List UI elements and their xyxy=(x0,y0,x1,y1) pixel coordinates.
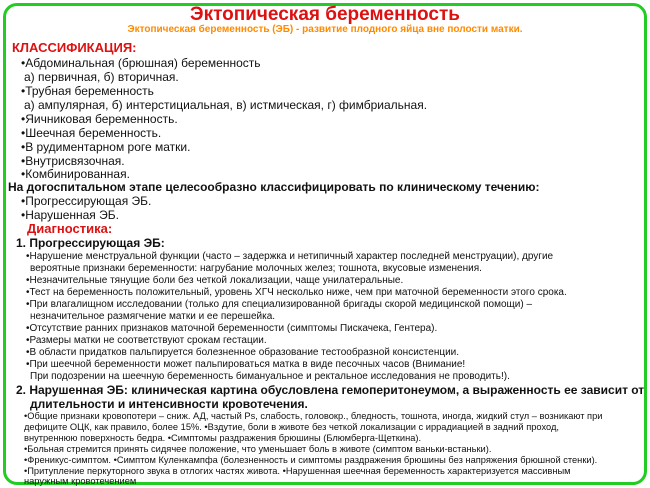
progressive-line: При подозрении на шеечную беременность бимануальное и ректальное исследования не проводить!). xyxy=(30,371,510,382)
classification-line: •Яичниковая беременность. xyxy=(21,112,178,126)
progressive-line: вероятные признаки беременности: нагрубание молочных желез; тошнота, вкусовые изменения. xyxy=(30,263,482,274)
diagnostics-heading: Диагностика: xyxy=(27,221,113,236)
classification-line: •Абдоминальная (брюшная) беременность xyxy=(21,56,261,70)
prehospital-line: •Нарушенная ЭБ. xyxy=(21,208,119,222)
progressive-line: •В области придатков пальпируется болезненное образование тестообразной консистенции. xyxy=(26,347,460,358)
progressive-line: •Размеры матки не соответствуют срокам гестации. xyxy=(26,335,267,346)
disturbed-line: внутреннюю поверхность бедра. •Симптомы раздражения брюшины (Блюмберга-Щеткина). xyxy=(24,433,422,443)
disturbed-line: дефиците ОЦК, как правило, более 15%. •Вздутие, боли в животе без четкой локализации с иррадиацией в задний проход, xyxy=(24,422,560,432)
prehospital-line: •Прогрессирующая ЭБ. xyxy=(21,194,152,208)
classification-line: •Внутрисвязочная. xyxy=(21,154,125,168)
progressive-line: •Незначительные тянущие боли без четкой локализации, чаще унилатеральные. xyxy=(26,275,404,286)
classification-line: •Шеечная беременность. xyxy=(21,126,162,140)
progressive-line: •При шеечной беременности может пальпироваться матка в виде песочных часов (Внимание! xyxy=(26,359,466,370)
progressive-line: •При влагалищном исследовании (только для специализированной бригады скорой медицинской помощи) – xyxy=(26,299,533,310)
progressive-line: •Отсутствие ранних признаков маточной беременности (симптомы Пискачека, Гентера). xyxy=(26,323,438,334)
prehospital-heading: На догоспитальном этапе целесообразно классифицировать по клиническому течению: xyxy=(8,180,540,194)
disturbed-heading: 2. Нарушенная ЭБ: клиническая картина обусловлена гемоперитонеумом, а выраженность ее зависит от xyxy=(16,383,645,397)
classification-line: а) ампулярная, б) интерстициальная, в) истмическая, г) фимбриальная. xyxy=(24,98,428,112)
disturbed-line: •Больная стремится принять сидячее положение, что уменьшает боль в животе (симптом ваньки-встаньки). xyxy=(24,444,492,454)
disturbed-line: •Притупление перкуторного звука в отлогих частях живота. •Нарушенная шеечная беременность характеризуется массивным xyxy=(24,466,571,476)
disturbed-line: наружным кровотечением xyxy=(24,476,137,486)
progressive-heading: 1. Прогрессирующая ЭБ: xyxy=(16,236,165,250)
classification-heading: КЛАССИФИКАЦИЯ: xyxy=(12,40,137,55)
classification-line: •В рудиментарном роге матки. xyxy=(21,140,191,154)
progressive-line: незначительное размягчение матки и ее перешейка. xyxy=(30,311,276,322)
progressive-line: •Нарушение менструальной функции (часто – задержка и нетипичный характер последней менструации), другие xyxy=(26,251,554,262)
progressive-line: •Тест на беременность положительный, уровень ХГЧ несколько ниже, чем при маточной беременности этого срока. xyxy=(26,287,567,298)
page-subtitle: Эктопическая беременность (ЭБ) - развитие плодного яйца вне полости матки. xyxy=(127,24,523,35)
classification-line: •Трубная беременность xyxy=(21,84,154,98)
disturbed-line: •Общие признаки кровопотери – сниж. АД, частый Ps, слабость, головокр., бледность, тошнота, иногда, жидкий стул – возникают при xyxy=(24,411,603,421)
classification-line: •Комбинированная. xyxy=(21,167,130,181)
disturbed-heading-continued: длительности и интенсивности кровотечения. xyxy=(30,397,308,411)
classification-line: а) первичная, б) вторичная. xyxy=(24,70,179,84)
page-title: Эктопическая беременность xyxy=(190,4,460,25)
disturbed-line: •Френикус-симптом. •Симптом Куленкампфа (болезненность и симптомы раздражения брюшины без напряжения брюшной стенки). xyxy=(24,455,598,465)
